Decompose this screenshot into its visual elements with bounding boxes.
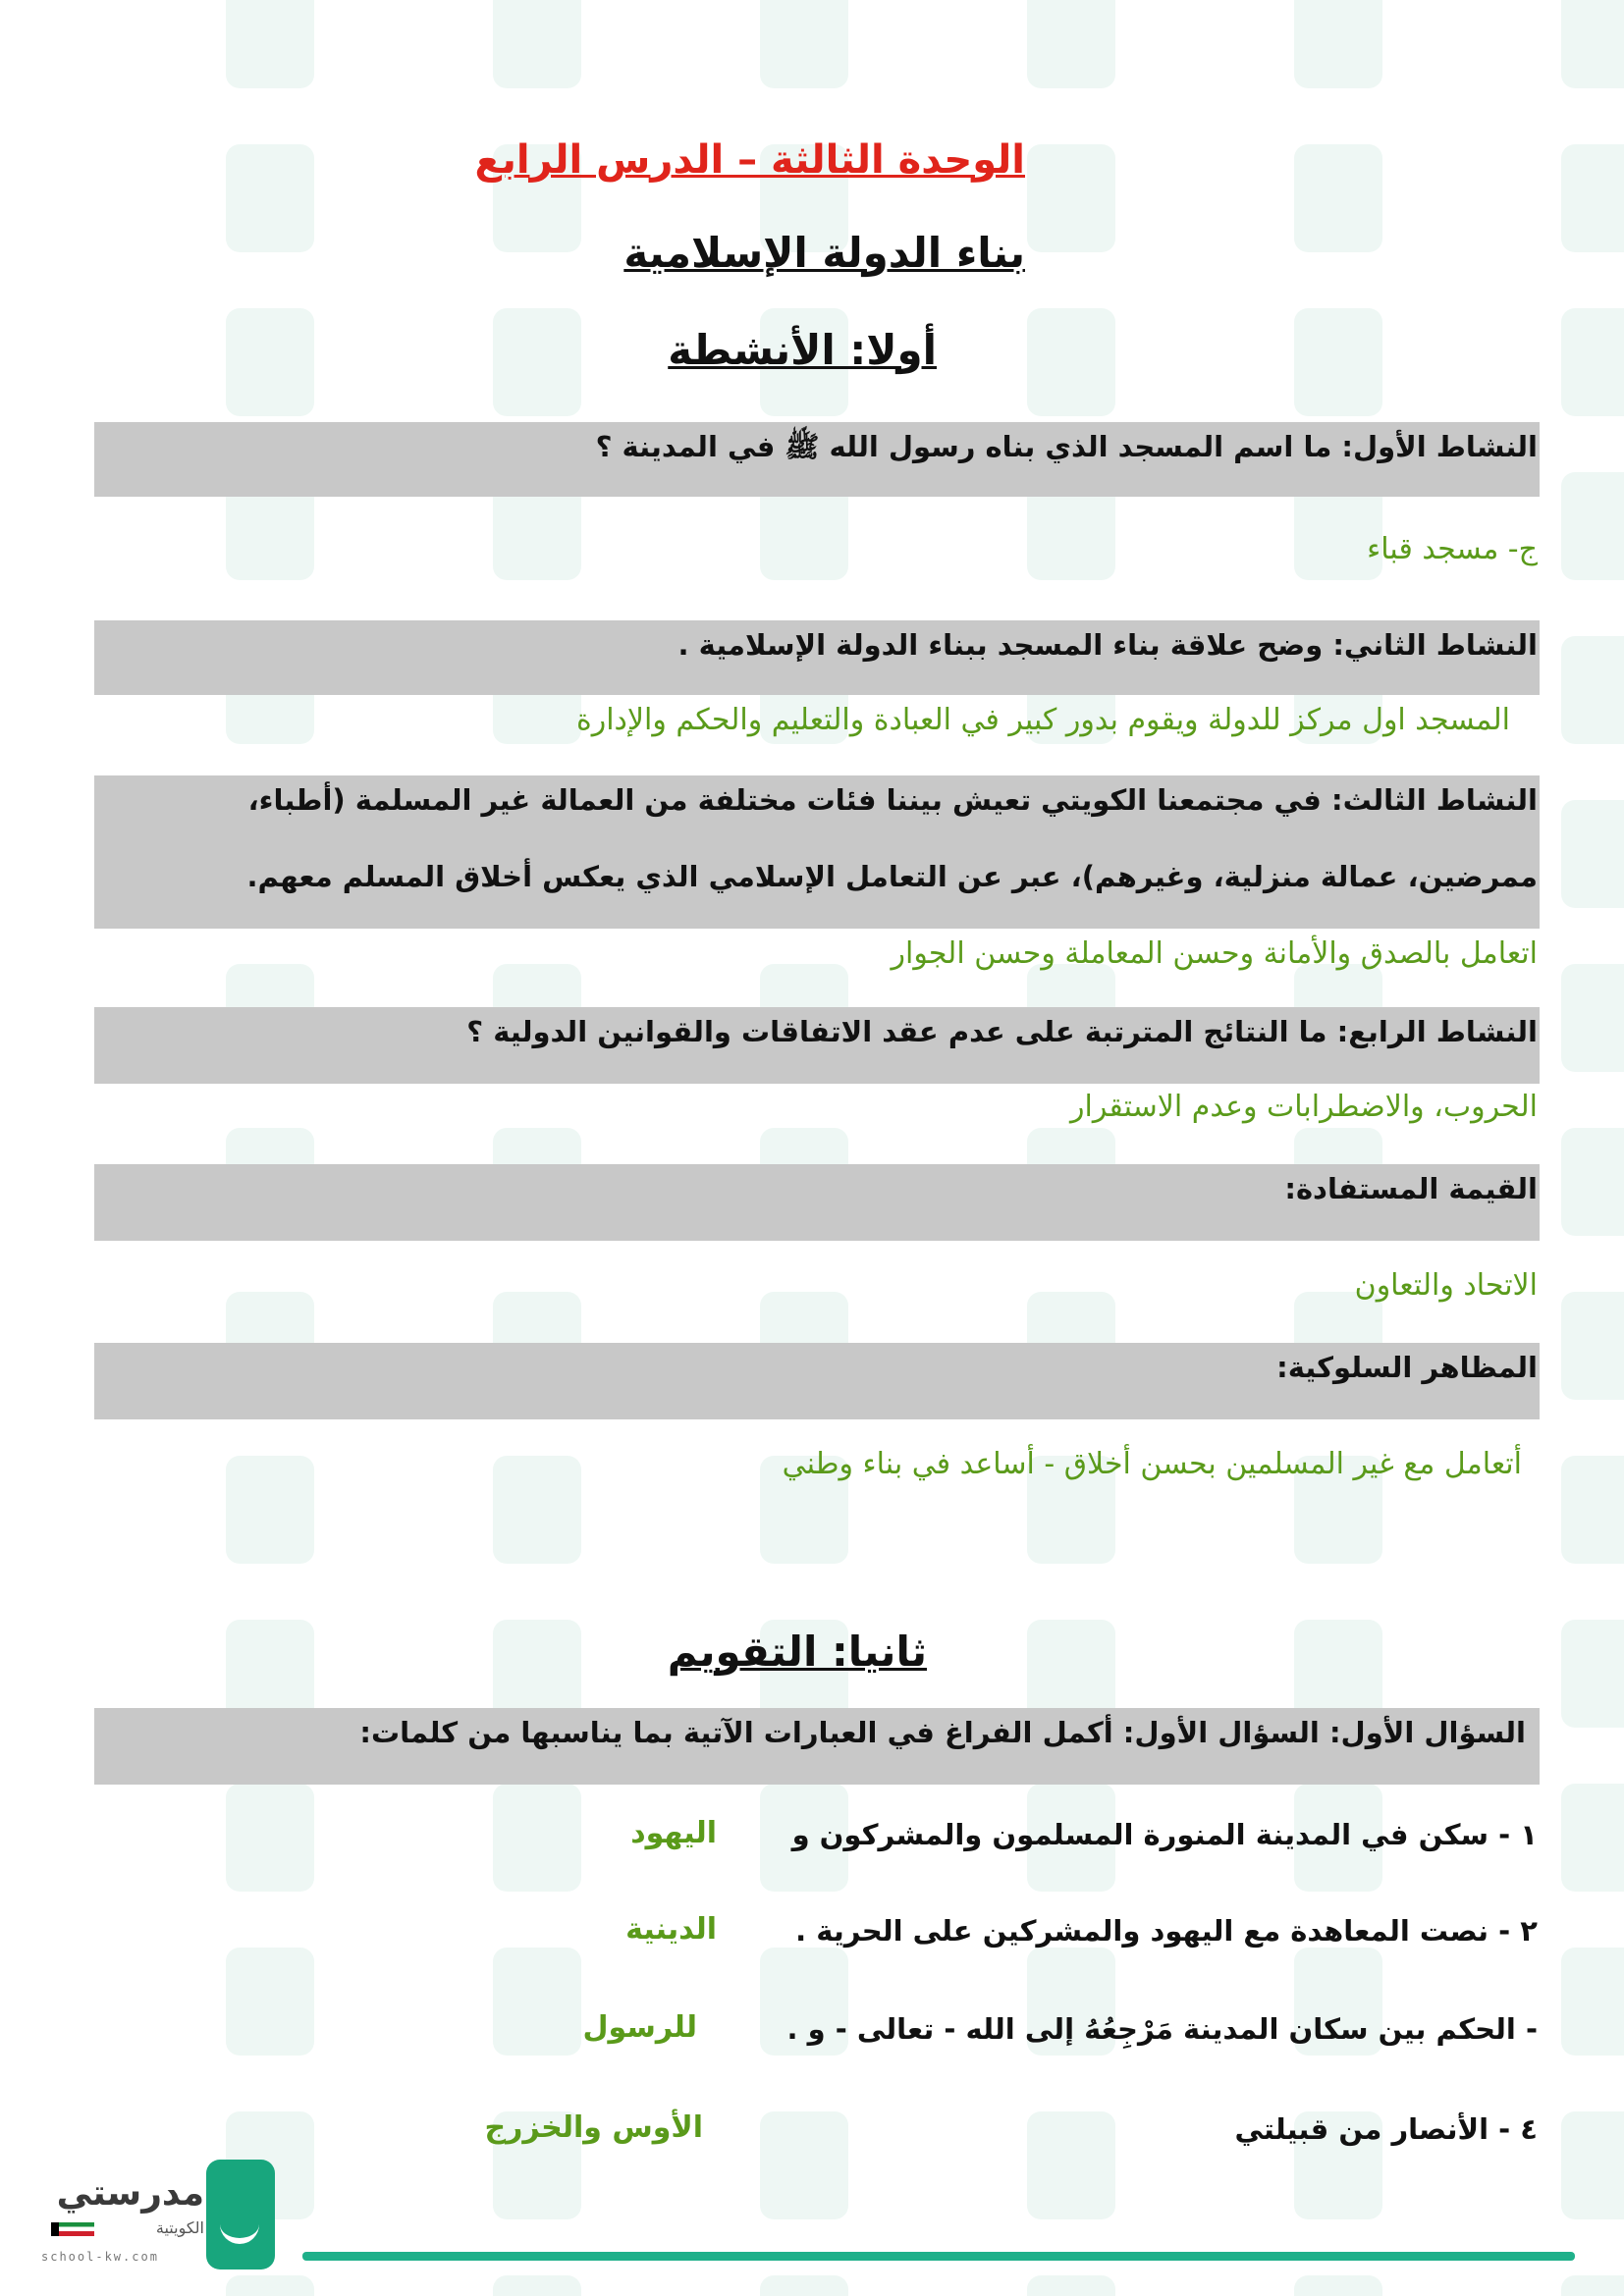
watermark-tile [49,1948,314,2109]
activity-2-question: النشاط الثاني: وضح علاقة بناء المسجد ببناء الدولة الإسلامية . [677,628,1538,662]
evaluation-question: السؤال الأول: السؤال الأول: أكمل الفراغ في العبارات الآتية بما يناسبها من كلمات: [359,1716,1526,1749]
fill-item-4-answer: الأوس والخزرج [484,2110,703,2145]
activity-4-answer: الحروب، والاضطرابات وعدم الاستقرار [1070,1090,1538,1124]
fill-item-4-text: ٤ - الأنصار من قبيلتي [1234,2112,1538,2146]
watermark-tile [49,1784,314,1946]
watermark-tile [49,0,314,142]
fill-item-3-answer: للرسول [582,2010,697,2045]
evaluation-section-title: ثانيا: التقويم [667,1628,927,1676]
logo-url: school-kw.com [41,2250,159,2264]
watermark-tile [49,1456,314,1618]
watermark-tile [850,2275,1115,2296]
activity-3-question-line-2: ممرضين، عمالة منزلية، وغيرهم)، عبر عن التعامل الإسلامي الذي يعكس أخلاق المسلم معهم. [246,860,1538,893]
unit-title: الوحدة الثالثة – الدرس الرابع [474,137,1025,183]
footer-divider [302,2252,1575,2261]
activity-3-answer: اتعامل بالصدق والأمانة وحسن المعاملة وحسن الجوار [891,936,1538,971]
lesson-title: بناء الدولة الإسلامية [623,229,1025,277]
fill-item-1-answer: اليهود [630,1816,717,1850]
watermark-tile [316,0,581,142]
logo-name: مدرستي [56,2173,204,2214]
watermark-tile [1384,2275,1624,2296]
watermark-tile [583,0,848,142]
watermark-tile [316,1784,581,1946]
fill-item-3-text: - الحكم بين سكان المدينة مَرْجِعُهُ إلى الله - تعالى - و . [786,2012,1538,2046]
activity-1-question: النشاط الأول: ما اسم المسجد الذي بناه رسول الله ﷺ في المدينة ؟ [595,430,1538,463]
value-answer: الاتحاد والتعاون [1354,1268,1538,1303]
watermark-tile [316,2275,581,2296]
school-logo [39,2160,295,2277]
watermark-tile [316,1948,581,2109]
behavior-label: المظاهر السلوكية: [1276,1351,1538,1384]
watermark-tile [583,2275,848,2296]
value-label: القيمة المستفادة: [1284,1172,1538,1205]
behavior-answer: أتعامل مع غير المسلمين بحسن أخلاق - أساعد في بناء وطني [782,1447,1522,1481]
fill-item-2-answer: الدينية [625,1912,717,1947]
kuwait-flag-icon [51,2222,94,2236]
watermark-tile [1117,2275,1382,2296]
activity-2-answer: المسجد اول مركز للدولة ويقوم بدور كبير في العبادة والتعليم والحكم والإدارة [576,703,1510,737]
watermark-tile [1117,144,1382,306]
activity-4-question: النشاط الرابع: ما النتائج المترتبة على عدم عقد الاتفاقات والقوانين الدولية ؟ [466,1015,1538,1048]
watermark-tile [850,0,1115,142]
logo-mark-icon [206,2160,275,2269]
fill-item-1-text: ١ - سكن في المدينة المنورة المسلمون والمشركون و [791,1818,1538,1851]
watermark-tile [316,1456,581,1618]
watermark-tile [1384,144,1624,306]
watermark-tile [49,2275,314,2296]
watermark-tile [850,2111,1115,2273]
activities-section-title: أولا: الأنشطة [668,326,937,374]
logo-subtitle: الكويتية [155,2218,204,2237]
fill-item-2-text: ٢ - نصت المعاهدة مع اليهود والمشركين على الحرية . [795,1914,1538,1948]
watermark-tile [1117,0,1382,142]
watermark-tile [49,144,314,306]
activity-1-answer: ج- مسجد قباء [1367,532,1538,566]
watermark-tile [1384,0,1624,142]
activity-3-question-line-1: النشاط الثالث: في مجتمعنا الكويتي تعيش بيننا فئات مختلفة من العمالة غير المسلمة (أطباء، [247,783,1538,817]
